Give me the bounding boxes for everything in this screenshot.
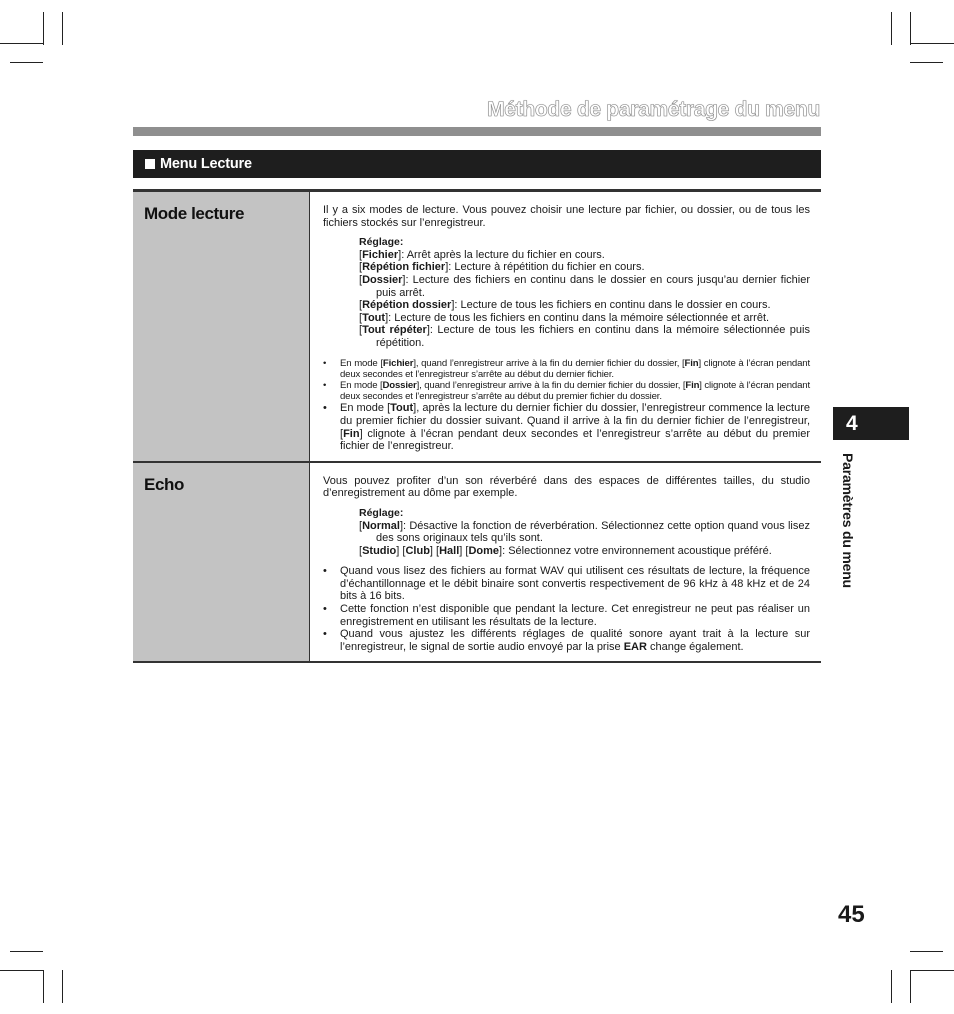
option-key: Hall xyxy=(439,544,460,557)
bullet-dot-icon: • xyxy=(323,357,327,369)
intro-text: Il y a six modes de lecture. Vous pouvez choisir une lecture par fichier, ou dossier, ou de tous les fichiers stockés sur l’enregistreur. xyxy=(323,204,810,229)
intro-text: Vous pouvez profiter d’un son réverbéré dans des espaces de différentes tailles, du studio d’enregistrement au dôme par exemple. xyxy=(323,474,810,500)
crop-mark xyxy=(10,62,43,63)
option-key: Fichier xyxy=(362,248,399,261)
note-item xyxy=(323,380,810,402)
note-text: ] clignote à l’écran pendant deux secondes et l’enregistreur s’arrête au début du premier fichier de l’enregistreur. xyxy=(340,427,810,453)
option-key: Dome xyxy=(468,544,500,557)
crop-mark xyxy=(891,12,892,45)
option-key: Répétion dossier xyxy=(362,299,452,312)
header-rule xyxy=(133,127,821,136)
bullet-dot-icon: • xyxy=(323,628,327,641)
note-emphasis: Fichier xyxy=(382,357,414,369)
option-text: : Lecture de tous les fichiers en continu dans la mémoire sélectionnée puis répétition. xyxy=(376,324,810,349)
reglage-option: [Dossier]: Lecture des fichiers en continu dans le dossier en cours jusqu’au dernier fichier puis arrêt. xyxy=(359,273,810,299)
crop-mark xyxy=(0,43,43,44)
section-bar xyxy=(133,150,821,178)
note-text: Quand vous lisez des fichiers au format WAV qui utilisent ces résultats de lecture, la fréquence d’échantillonnage et le débit binaire sont convertis respectivement de 96 kHz à 48 kHz et de 24 bits à 16 bits. xyxy=(340,565,810,603)
reglage-heading: Réglage: xyxy=(359,236,404,249)
note-emphasis: Fin xyxy=(343,427,360,440)
option-key: Tout répéter xyxy=(362,324,427,337)
crop-mark xyxy=(891,970,892,1003)
option-text: : Lecture de tous les fichiers en continu dans le dossier en cours. xyxy=(454,299,771,312)
note-text: change également. xyxy=(646,640,744,653)
note-emphasis: Fin xyxy=(685,379,700,391)
notes-list xyxy=(323,565,810,653)
bullet-dot-icon: • xyxy=(323,402,327,415)
crop-mark xyxy=(910,43,954,44)
crop-mark xyxy=(43,12,44,45)
reglage-heading: Réglage: xyxy=(359,506,404,519)
note-item xyxy=(323,628,810,653)
settings-table xyxy=(133,189,821,663)
crop-mark xyxy=(910,970,911,1003)
note-text: En mode [ xyxy=(340,379,383,391)
reglage-option: [Répétion fichier]: Lecture à répétition du fichier en cours. xyxy=(359,261,645,274)
reglage-option: [Tout]: Lecture de tous les fichiers en continu dans la mémoire sélectionnée et arrêt. xyxy=(359,311,770,324)
option-key: Normal xyxy=(362,519,400,532)
crop-mark xyxy=(0,970,43,971)
reglage-option: [Studio] [Club] [Hall] [Dome]: Sélectionnez votre environnement acoustique préféré. xyxy=(359,544,772,557)
note-item xyxy=(323,603,810,628)
note-text: ], quand l’enregistreur arrive à la fin du dernier fichier du dossier, [ xyxy=(416,379,686,391)
reglage-option: [Répétion dossier]: Lecture de tous les fichiers en continu dans le dossier en cours. xyxy=(359,299,771,312)
page-number: 45 xyxy=(838,901,865,928)
page-header-title: Méthode de paramétrage du menu xyxy=(487,98,820,121)
option-key: Studio xyxy=(362,544,397,557)
crop-mark xyxy=(910,951,943,952)
setting-name: Mode lecture xyxy=(133,192,310,461)
option-key: Club xyxy=(405,544,430,557)
bullet-dot-icon: • xyxy=(323,603,327,616)
crop-mark xyxy=(910,62,943,63)
crop-mark xyxy=(43,970,44,1003)
option-key: Dossier xyxy=(362,273,403,286)
chapter-tab xyxy=(833,407,909,440)
chapter-number: 4 xyxy=(846,412,858,435)
option-text: : Désactive la fonction de réverbération. Sélectionnez cette option quand vous lisez des sons originaux tels qu’ils sont. xyxy=(376,519,810,545)
option-key: Répétion fichier xyxy=(362,261,446,274)
notes-list xyxy=(323,358,810,453)
note-text: En mode [ xyxy=(340,357,383,369)
setting-name: Echo xyxy=(133,463,310,662)
crop-mark xyxy=(62,12,63,45)
option-text: : Arrêt après la lecture du fichier en cours. xyxy=(401,248,605,261)
option-text: : Lecture des fichiers en continu dans le dossier en cours jusqu’au dernier fichier puis arrêt. xyxy=(376,273,810,299)
crop-mark xyxy=(10,951,43,952)
note-text: En mode [ xyxy=(340,402,391,415)
reglage-option: [Tout répéter]: Lecture de tous les fichiers en continu dans la mémoire sélectionnée puis répétition. xyxy=(359,324,810,349)
note-text: ], quand l’enregistreur arrive à la fin du dernier fichier du dossier, [ xyxy=(413,357,685,369)
note-emphasis: Dossier xyxy=(382,379,417,391)
note-text: ] clignote à l’écran pendant deux secondes et l’enregistreur s’arrête au début du dernier fichier. xyxy=(340,357,810,380)
reglage-option: [Normal]: Désactive la fonction de réverbération. Sélectionnez cette option quand vous lisez des sons originaux tels qu’ils sont. xyxy=(359,519,810,545)
bullet-dot-icon: • xyxy=(323,565,327,578)
section-title: Menu Lecture xyxy=(160,156,252,172)
note-text: ] clignote à l’écran pendant deux secondes et l’enregistreur s’arrête au début du premier fichier du dossier. xyxy=(340,379,810,403)
reglage-block xyxy=(359,507,810,557)
note-emphasis: Fin xyxy=(684,357,699,369)
setting-description xyxy=(310,192,821,461)
note-text: Quand vous ajustez les différents réglages de qualité sonore ayant trait à la lecture sur l’enregistreur, le signal de sortie audio envoyé par la prise xyxy=(340,628,810,653)
table-row xyxy=(133,463,821,664)
square-bullet-icon xyxy=(145,159,155,169)
note-emphasis: Tout xyxy=(390,402,414,415)
option-text: : Lecture à répétition du fichier en cours. xyxy=(448,261,645,274)
crop-mark xyxy=(910,12,911,45)
option-key: Tout xyxy=(362,311,386,324)
setting-description xyxy=(310,463,821,662)
note-item xyxy=(323,358,810,380)
option-text: : Sélectionnez votre environnement acoustique préféré. xyxy=(502,544,772,557)
crop-mark xyxy=(62,970,63,1003)
reglage-option: [Fichier]: Arrêt après la lecture du fichier en cours. xyxy=(359,248,605,261)
note-emphasis: EAR xyxy=(623,640,647,653)
bullet-dot-icon: • xyxy=(323,379,327,391)
note-item xyxy=(323,402,810,452)
crop-mark xyxy=(910,970,954,971)
reglage-block xyxy=(359,236,810,349)
option-text: : Lecture de tous les fichiers en continu dans la mémoire sélectionnée et arrêt. xyxy=(388,311,770,324)
note-text: ], après la lecture du dernier fichier du dossier, l’enregistreur commence la lecture du premier fichier du dossier suivant. Quand il arrive à la fin du dernier fichier de l’enregistreur, [ xyxy=(340,402,810,440)
chapter-title: Paramètres du menu xyxy=(840,453,856,588)
note-text: Cette fonction n’est disponible que pendant la lecture. Cet enregistreur ne peut pas réaliser un enregistrement en utilisant les résultats de la lecture. xyxy=(340,603,810,628)
table-row xyxy=(133,189,821,463)
note-item xyxy=(323,565,810,603)
